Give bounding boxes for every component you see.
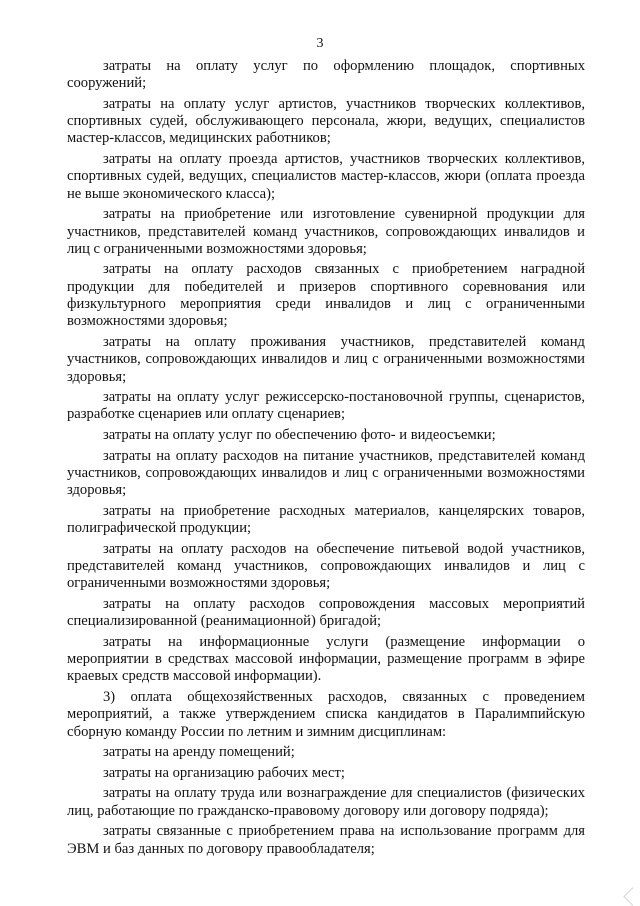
paragraph-venue-design-costs: затраты на оплату услуг по оформлению площадок, спортивных сооружений; <box>67 58 585 92</box>
paragraph-workplace-costs: затраты на организацию рабочих мест; <box>103 764 345 781</box>
paragraph-premises-rent-costs: затраты на аренду помещений; <box>103 744 295 761</box>
paragraph-travel-costs: затраты на оплату проезда артистов, участников творческих коллективов, спортивных судей, ведущих, специалистов мастер-классов, жюри (оплата проезда не выше экономического класса); <box>67 151 585 202</box>
paragraph-information-services-costs: затраты на информационные услуги (размещение информации о мероприятии в средствах массовой информации, размещение программ в эфире краевых средств массовой информации). <box>67 633 585 685</box>
document-body <box>67 58 585 861</box>
paragraph-director-services-costs: затраты на оплату услуг режиссерско-постановочной группы, сценаристов, разработке сценариев или оплату сценариев; <box>67 389 585 423</box>
paragraph-supplies-costs: затраты на приобретение расходных материалов, канцелярских товаров, полиграфической продукции; <box>67 502 585 537</box>
paragraph-souvenir-costs: затраты на приобретение или изготовление сувенирной продукции для участников, представителей команд участников, сопровождающих инвалидов и лиц с ограниченными возможностями здоровья; <box>67 206 585 257</box>
paragraph-general-expenses-heading: 3) оплата общехозяйственных расходов, связанных с проведением мероприятий, а также утверждением списка кандидатов в Паралимпийскую сборную команду России по летним и зимним дисциплинам: <box>67 688 585 740</box>
paragraph-medical-team-costs: затраты на оплату расходов сопровождения массовых мероприятий специализированной (реанимационной) бригадой; <box>67 595 585 630</box>
page-number: 3 <box>316 36 324 51</box>
paragraph-software-rights-costs: затраты связанные с приобретением права на использование программ для ЭВМ и баз данных по договору правообладателя; <box>67 823 585 857</box>
paragraph-meals-costs: затраты на оплату расходов на питание участников, представителей команд участников, сопровождающих инвалидов и лиц с ограниченными возможностями здоровья; <box>67 447 585 499</box>
paragraph-drinking-water-costs: затраты на оплату расходов на обеспечение питьевой водой участников, представителей команд участников, сопровождающих инвалидов и лиц с ограниченными возможностями здоровья; <box>67 540 585 592</box>
paragraph-photo-video-costs: затраты на оплату услуг по обеспечению фото- и видеосъемки; <box>103 427 496 444</box>
scan-corner-mark <box>623 887 640 905</box>
paragraph-labor-costs: затраты на оплату труда или вознаграждение для специалистов (физических лиц, работающие по гражданско-правовому договору или договору подряда); <box>67 785 585 819</box>
paragraph-award-costs: затраты на оплату расходов связанных с приобретением наградной продукции для победителей и призеров спортивного соревнования или физкультурного мероприятия среди инвалидов и лиц с ограниченными возможностями здоровья; <box>67 261 585 330</box>
paragraph-artist-services-costs: затраты на оплату услуг артистов, участников творческих коллективов, спортивных судей, обслуживающего персонала, жюри, ведущих, специалистов мастер-классов, медицинских работников; <box>67 95 585 147</box>
paragraph-accommodation-costs: затраты на оплату проживания участников, представителей команд участников, сопровождающих инвалидов и лиц с ограниченными возможностями здоровья; <box>67 333 585 385</box>
